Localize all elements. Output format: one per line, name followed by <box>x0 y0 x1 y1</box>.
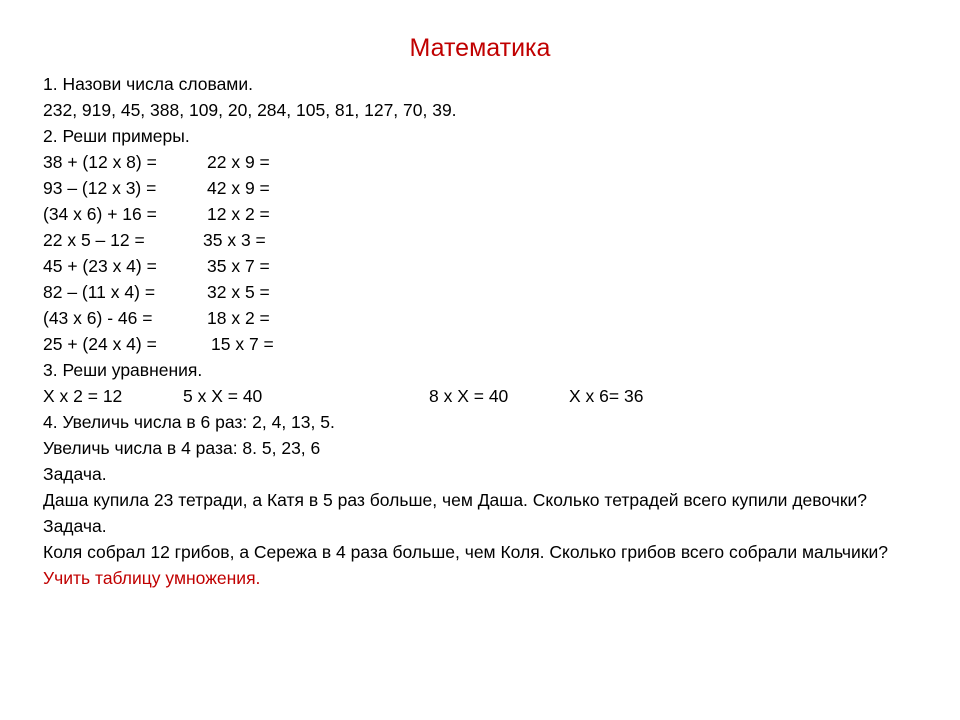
task2-heading: Задача. <box>43 516 107 536</box>
section2-heading: 2. Реши примеры. <box>43 126 190 146</box>
example-right: 35 x 3 = <box>203 230 266 250</box>
example-right: 22 x 9 = <box>207 152 270 172</box>
example-right: 18 x 2 = <box>207 308 270 328</box>
example-left: 25 + (24 x 4) = <box>43 334 157 354</box>
worksheet-body <box>43 71 923 591</box>
section1-heading: 1. Назови числа словами. <box>43 74 253 94</box>
example-row <box>43 201 923 227</box>
example-row <box>43 175 923 201</box>
equation: X x 2 = 12 <box>43 386 123 406</box>
footer-note: Учить таблицу умножения. <box>43 568 261 588</box>
page-title: Математика <box>409 34 551 62</box>
example-left: 22 x 5 – 12 = <box>43 230 145 250</box>
example-left: (43 x 6) - 46 = <box>43 308 153 328</box>
example-row <box>43 305 923 331</box>
section4-line1: 4. Увеличь числа в 6 раз: 2, 4, 13, 5. <box>43 412 335 432</box>
example-right: 35 x 7 = <box>207 256 270 276</box>
example-row <box>43 279 923 305</box>
equation: X x 6= 36 <box>569 386 644 406</box>
example-left: 45 + (23 x 4) = <box>43 256 157 276</box>
task2-text: Коля собрал 12 грибов, а Сережа в 4 раза больше, чем Коля. Сколько грибов всего собрали мальчики? <box>43 542 888 562</box>
section3-heading: 3. Реши уравнения. <box>43 360 203 380</box>
equation: 5 x X = 40 <box>183 386 263 406</box>
example-left: 82 – (11 x 4) = <box>43 282 156 302</box>
example-right: 15 x 7 = <box>211 334 274 354</box>
example-left: 93 – (12 x 3) = <box>43 178 157 198</box>
section4-line2: Увеличь числа в 4 раза: 8. 5, 23, 6 <box>43 438 321 458</box>
example-right: 12 x 2 = <box>207 204 270 224</box>
example-row <box>43 253 923 279</box>
example-row <box>43 227 923 253</box>
example-right: 42 x 9 = <box>207 178 270 198</box>
task1-text: Даша купила 23 тетради, а Катя в 5 раз больше, чем Даша. Сколько тетрадей всего купили девочки? <box>43 490 867 510</box>
section1-numbers: 232, 919, 45, 388, 109, 20, 284, 105, 81, 127, 70, 39. <box>43 100 457 120</box>
example-right: 32 x 5 = <box>207 282 270 302</box>
example-left: 38 + (12 x 8) = <box>43 152 157 172</box>
equations-row <box>43 383 923 409</box>
example-row <box>43 149 923 175</box>
equation: 8 x X = 40 <box>429 386 509 406</box>
example-left: (34 x 6) + 16 = <box>43 204 157 224</box>
task1-heading: Задача. <box>43 464 107 484</box>
example-row <box>43 331 923 357</box>
